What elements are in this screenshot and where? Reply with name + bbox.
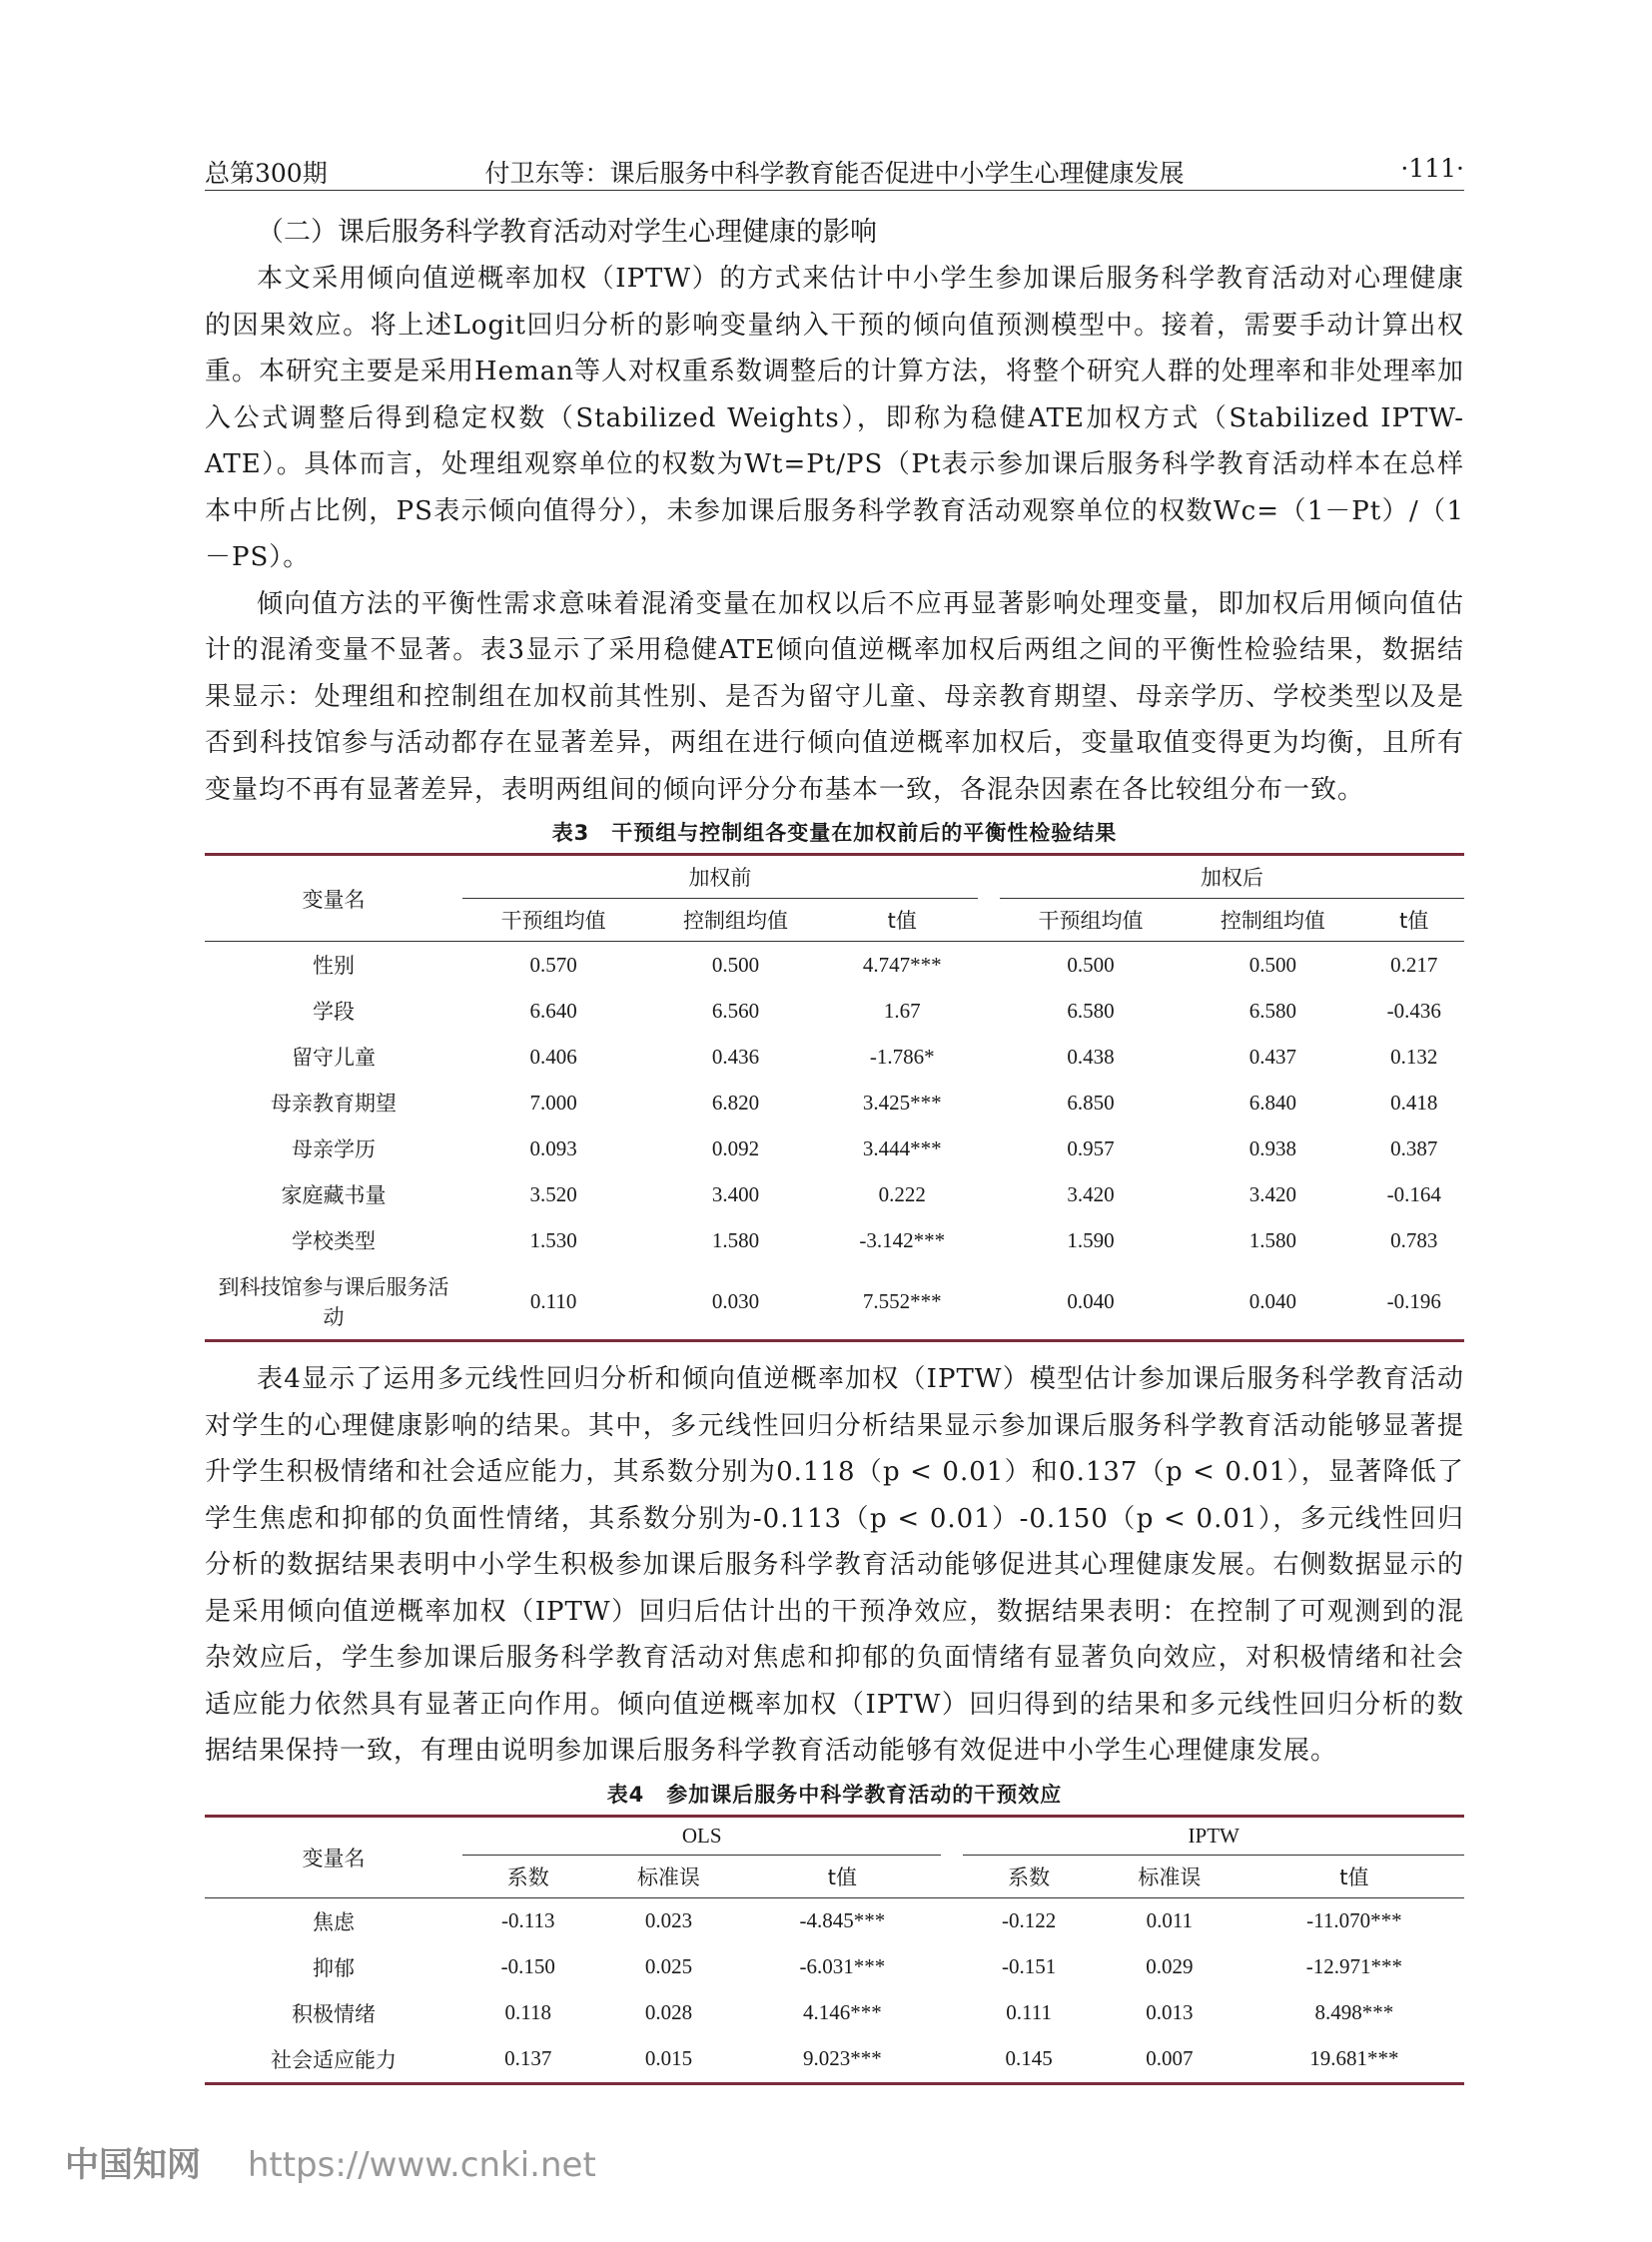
table3: [205, 853, 1464, 1342]
table-cell: 0.145: [1005, 2046, 1053, 2070]
table3-col-header: 干预组均值: [1000, 899, 1182, 942]
table-row: [205, 2036, 1464, 2084]
paragraph-2: 倾向值方法的平衡性需求意味着混淆变量在加权以后不应再显著影响处理变量，即加权后用倾向值估计的混淆变量不显著。表3显示了采用稳健ATE倾向值逆概率加权后两组之间的平衡性检验结果，数据结果显示：处理组和控制组在加权前其性别、是否为留守儿童、母亲教育期望、母亲学历、学校类型以及是否到科技馆参与活动都存在显著差异，两组在进行倾向值逆概率加权后，变量取值变得更为均衡，且所有变量均不再有显著差异，表明两组间的倾向评分分布基本一致，各混杂因素在各比较组分布一致。: [205, 588, 1464, 805]
table-cell: -0.151: [1002, 1954, 1057, 1978]
article-body: [205, 210, 1464, 2085]
table-cell: 7.552***: [862, 1288, 942, 1313]
table-cell: -11.070***: [1306, 1908, 1402, 1932]
table-cell: 8.498***: [1314, 2000, 1394, 2024]
table-cell: 6.840: [1248, 1090, 1296, 1115]
table-row: [205, 1171, 1464, 1217]
page-number: ·111·: [1400, 154, 1464, 183]
table-cell: 9.023***: [803, 2046, 882, 2070]
table-cell: 0.040: [1248, 1288, 1296, 1313]
row-label: 学段: [313, 1000, 355, 1024]
table-cell: 0.387: [1390, 1135, 1438, 1160]
table-cell: -0.122: [1002, 1908, 1057, 1932]
table-cell: -0.436: [1386, 998, 1441, 1023]
table-cell: 1.67: [883, 998, 921, 1023]
table4: [205, 1815, 1464, 2085]
row-label: 母亲教育期望: [271, 1092, 397, 1116]
cnki-brand: 中国知网: [65, 2145, 201, 2185]
table4-col-header: 系数: [963, 1855, 1094, 1897]
table-cell: 6.850: [1067, 1090, 1115, 1115]
table-cell: 0.418: [1390, 1090, 1438, 1115]
table-row: [205, 1263, 1464, 1341]
table-cell: 0.093: [529, 1135, 577, 1160]
table-cell: 3.420: [1248, 1181, 1296, 1206]
table-row: [205, 942, 1464, 989]
table-cell: 0.025: [644, 1954, 693, 1978]
table-cell: 0.118: [504, 2000, 551, 2024]
table3-group-after: 加权后: [1000, 855, 1464, 899]
table-cell: 0.437: [1248, 1044, 1296, 1069]
row-label: 留守儿童: [292, 1046, 376, 1070]
table4-group-ols: OLS: [462, 1816, 941, 1855]
table-cell: 0.783: [1390, 1227, 1438, 1252]
paragraph-1: 本文采用倾向值逆概率加权（IPTW）的方式来估计中小学生参加课后服务科学教育活动对心理健康的因果效应。将上述Logit回归分析的影响变量纳入干预的倾向值预测模型中。接着，需要手动计算出权重。本研究主要是采用Heman等人对权重系数调整后的计算方法，将整个研究人群的处理率和非处理率加入公式调整后得到稳定权数（Stabilized Weights），即称为稳健ATE加权方式（Stabilized IPTW-ATE）。具体而言，处理组观察单位的权数为Wt=Pt/PS（Pt表示参加课后服务科学教育活动样本在总样本中所占比例，PS表示倾向值得分），未参加课后服务科学教育活动观察单位的权数Wc=（1－Pt）/（1－PS）。: [205, 264, 1464, 572]
table4-caption: 表4 参加课后服务中科学教育活动的干预效应: [606, 1782, 1063, 1807]
table-cell: -0.196: [1386, 1288, 1441, 1313]
table-cell: 0.040: [1067, 1288, 1115, 1313]
table-cell: 0.406: [529, 1044, 577, 1069]
row-label: 性别: [313, 954, 355, 978]
table-cell: 4.146***: [803, 2000, 882, 2024]
table3-var-header: 变量名: [205, 855, 462, 942]
table4-var-header: 变量名: [205, 1816, 462, 1897]
table-cell: 0.132: [1390, 1044, 1438, 1069]
table3-col-header: 干预组均值: [462, 899, 644, 942]
table3-col-header: 控制组均值: [1182, 899, 1363, 942]
article-title: 付卫东等：课后服务中科学教育能否促进中小学生心理健康发展: [484, 159, 1185, 188]
table-cell: -6.031***: [799, 1954, 886, 1978]
table-cell: 3.520: [529, 1181, 577, 1206]
table-cell: -0.150: [500, 1954, 555, 1978]
table4-col-header: 标准误: [1095, 1855, 1244, 1897]
table-cell: 3.420: [1067, 1181, 1115, 1206]
table-cell: 0.500: [1067, 952, 1115, 977]
row-label: 母亲学历: [292, 1137, 376, 1161]
table-cell: 0.938: [1248, 1135, 1296, 1160]
table-cell: 19.681***: [1309, 2046, 1399, 2070]
row-label: 到科技馆参与课后服务活动: [218, 1275, 449, 1329]
table-row: [205, 1897, 1464, 1944]
table-cell: 1.580: [711, 1227, 760, 1252]
table-cell: 1.590: [1067, 1227, 1115, 1252]
row-label: 焦虑: [313, 1909, 355, 1934]
table-cell: 6.560: [711, 998, 760, 1023]
table-row: [205, 1944, 1464, 1990]
table-row: [205, 1217, 1464, 1263]
table-row: [205, 1080, 1464, 1125]
running-header: [205, 150, 1464, 191]
table-cell: 0.500: [1248, 952, 1296, 977]
row-label: 学校类型: [292, 1229, 376, 1253]
table-cell: 0.030: [711, 1288, 760, 1313]
table-row: [205, 988, 1464, 1034]
table-row: [205, 1125, 1464, 1171]
table4-col-header: 系数: [462, 1855, 593, 1897]
table-cell: -3.142***: [859, 1227, 946, 1252]
table3-col-header: 控制组均值: [644, 899, 826, 942]
table-row: [205, 1034, 1464, 1080]
table-cell: 0.438: [1067, 1044, 1115, 1069]
table-cell: 0.137: [504, 2046, 552, 2070]
table-cell: 0.029: [1146, 1954, 1194, 1978]
table-cell: 0.110: [529, 1288, 577, 1313]
table-cell: -1.786*: [869, 1044, 935, 1069]
table-row: [205, 1990, 1464, 2036]
table-cell: 1.530: [529, 1227, 577, 1252]
cnki-url-link[interactable]: https://www.cnki.net: [247, 2145, 596, 2185]
table-cell: 6.580: [1067, 998, 1115, 1023]
table-cell: -4.845***: [799, 1908, 886, 1932]
issue-number: 总第300期: [205, 159, 328, 188]
table-cell: 0.023: [644, 1908, 693, 1932]
table-cell: 0.436: [711, 1044, 760, 1069]
table-cell: 0.222: [878, 1181, 926, 1206]
table3-col-header: t值: [1364, 899, 1465, 942]
section-title: （二）课后服务科学教育活动对学生心理健康的影响: [257, 217, 877, 248]
table-cell: 7.000: [529, 1090, 577, 1115]
table-cell: -0.113: [501, 1908, 555, 1932]
table-cell: 3.425***: [862, 1090, 942, 1115]
table-cell: 0.007: [1146, 2046, 1194, 2070]
footer-watermark: [65, 2137, 596, 2186]
table-cell: 6.640: [529, 998, 577, 1023]
table-cell: 0.500: [711, 952, 760, 977]
table-cell: 0.011: [1146, 1908, 1194, 1932]
table-cell: 0.092: [711, 1135, 760, 1160]
row-label: 抑郁: [313, 1955, 355, 1980]
table3-caption: 表3 干预组与控制组各变量在加权前后的平衡性检验结果: [551, 821, 1118, 845]
table4-col-header: t值: [743, 1855, 941, 1897]
table-cell: -12.971***: [1305, 1954, 1403, 1978]
table-cell: 0.957: [1067, 1135, 1115, 1160]
table-cell: 0.013: [1146, 2000, 1194, 2024]
table-cell: 0.015: [644, 2046, 693, 2070]
table-cell: 6.580: [1248, 998, 1296, 1023]
row-label: 家庭藏书量: [281, 1183, 387, 1207]
table-cell: -0.164: [1386, 1181, 1441, 1206]
table-cell: 0.028: [644, 2000, 693, 2024]
row-label: 积极情绪: [292, 2001, 376, 2026]
table4-col-header: t值: [1244, 1855, 1464, 1897]
table-cell: 3.444***: [862, 1135, 942, 1160]
table-cell: 1.580: [1248, 1227, 1296, 1252]
table4-col-header: 标准误: [593, 1855, 743, 1897]
table-cell: 0.217: [1390, 952, 1438, 977]
table3-col-header: t值: [827, 899, 978, 942]
table-cell: 3.400: [711, 1181, 760, 1206]
row-label: 社会适应能力: [271, 2047, 397, 2072]
table-cell: 0.111: [1006, 2000, 1052, 2024]
table4-group-iptw: IPTW: [963, 1816, 1464, 1855]
table-cell: 0.570: [529, 952, 577, 977]
table-cell: 4.747***: [862, 952, 942, 977]
table-cell: 6.820: [711, 1090, 760, 1115]
table3-group-before: 加权前: [462, 855, 978, 899]
paragraph-3: 表4显示了运用多元线性回归分析和倾向值逆概率加权（IPTW）模型估计参加课后服务科学教育活动对学生的心理健康影响的结果。其中，多元线性回归分析结果显示参加课后服务科学教育活动能够显著提升学生积极情绪和社会适应能力，其系数分别为0.118（p < 0.01）和0.137（p < 0.01），显著降低了学生焦虑和抑郁的负面性情绪，其系数分别为-0.113（p < 0.01）-0.150（p < 0.01），多元线性回归分析的数据结果表明中小学生积极参加课后服务科学教育活动能够促进其心理健康发展。右侧数据显示的是采用倾向值逆概率加权（IPTW）回归后估计出的干预净效应，数据结果表明：在控制了可观测到的混杂效应后，学生参加课后服务科学教育活动对焦虑和抑郁的负面情绪有显著负向效应，对积极情绪和社会适应能力依然具有显著正向作用。倾向值逆概率加权（IPTW）回归得到的结果和多元线性回归分析的数据结果保持一致，有理由说明参加课后服务科学教育活动能够有效促进中小学生心理健康发展。: [205, 1364, 1464, 1766]
